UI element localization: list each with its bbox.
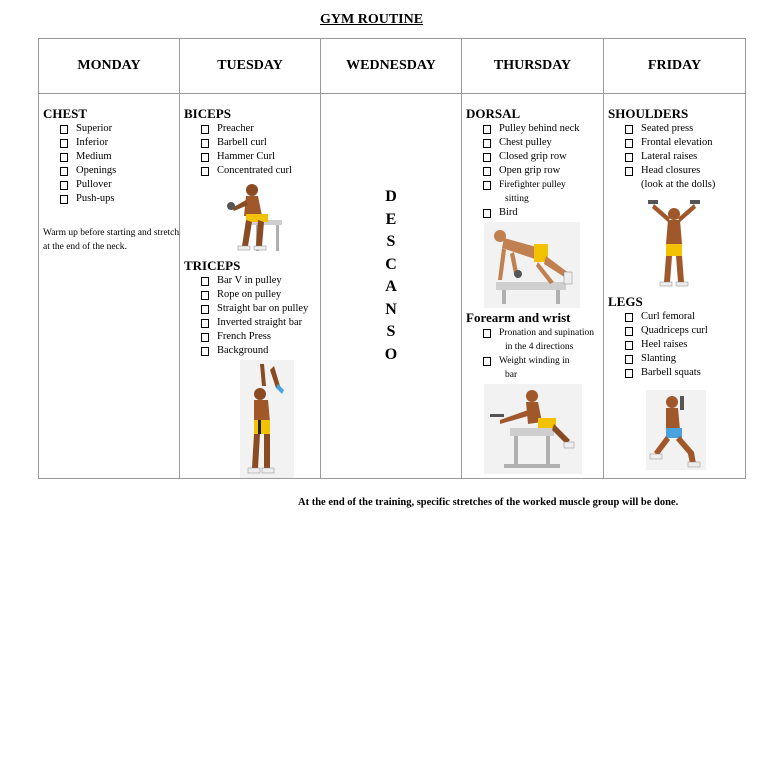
list-item: Superior	[60, 122, 179, 136]
checkbox-icon	[625, 167, 633, 176]
list-item: Head closures (look at the dolls)	[625, 164, 745, 192]
legs-list	[625, 310, 745, 380]
list-item: Openings	[60, 164, 179, 178]
list-item: Hammer Curl	[201, 150, 320, 164]
list-item: Quadriceps curl	[625, 324, 745, 338]
chest-list	[60, 122, 179, 206]
list-item: Seated press	[625, 122, 745, 136]
checkbox-icon	[60, 139, 68, 148]
checkbox-icon	[625, 341, 633, 350]
checkbox-icon	[625, 369, 633, 378]
list-item: Weight winding in bar	[483, 354, 603, 382]
list-item: Open grip row	[483, 164, 603, 178]
list-item: Barbell curl	[201, 136, 320, 150]
checkbox-icon	[483, 209, 491, 218]
list-item: Pulley behind neck	[483, 122, 603, 136]
checkbox-icon	[483, 153, 491, 162]
forearm-heading: Forearm and wrist	[466, 310, 571, 325]
checkbox-icon	[483, 181, 491, 190]
list-item: Pullover	[60, 178, 179, 192]
checkbox-icon	[60, 195, 68, 204]
list-item: Barbell squats	[625, 366, 745, 380]
checkbox-icon	[60, 153, 68, 162]
shoulder-press-figure-icon	[644, 194, 704, 290]
checkbox-icon	[201, 291, 209, 300]
checkbox-icon	[483, 167, 491, 176]
list-item: Curl femoral	[625, 310, 745, 324]
checkbox-icon	[201, 125, 209, 134]
page-title: GYM ROUTINE	[320, 12, 424, 27]
shoulders-heading: SHOULDERS	[608, 106, 689, 121]
list-item: Pronation and supination in the 4 directions	[483, 326, 603, 354]
list-item: Preacher	[201, 122, 320, 136]
footer-note: At the end of the training, specific stretches of the worked muscle group will be done.	[298, 497, 679, 508]
warmup-note: Warm up before starting and stretch at the end of the neck.	[43, 228, 180, 252]
list-item: Bird	[483, 206, 603, 220]
overhead-extension-figure-icon	[240, 360, 294, 478]
list-item: French Press	[201, 330, 320, 344]
checkbox-icon	[201, 167, 209, 176]
list-item: Background	[201, 344, 320, 358]
monday-cell	[39, 94, 180, 479]
days-content-row	[39, 94, 746, 479]
checkbox-icon	[625, 125, 633, 134]
biceps-heading: BICEPS	[184, 106, 231, 121]
thursday-cell	[462, 94, 604, 479]
day-header-thursday: THURSDAY	[462, 39, 604, 94]
checkbox-icon	[483, 125, 491, 134]
shoulders-list	[625, 122, 745, 192]
biceps-list	[201, 122, 320, 178]
wrist-curl-figure-icon	[484, 384, 582, 474]
list-item: Bar V in pulley	[201, 274, 320, 288]
list-item: Inferior	[60, 136, 179, 150]
triceps-list	[201, 274, 320, 358]
dumbbell-row-figure-icon	[484, 222, 580, 308]
list-item: Push-ups	[60, 192, 179, 206]
checkbox-icon	[201, 153, 209, 162]
day-header-friday: FRIDAY	[604, 39, 746, 94]
list-item: Heel raises	[625, 338, 745, 352]
list-item: Lateral raises	[625, 150, 745, 164]
checkbox-icon	[483, 329, 491, 338]
list-item: Firefighter pulley sitting	[483, 178, 603, 206]
checkbox-icon	[201, 347, 209, 356]
checkbox-icon	[201, 139, 209, 148]
list-item: Straight bar on pulley	[201, 302, 320, 316]
triceps-heading: TRICEPS	[184, 258, 241, 273]
checkbox-icon	[201, 277, 209, 286]
tuesday-cell	[180, 94, 321, 479]
checkbox-icon	[201, 333, 209, 342]
checkbox-icon	[201, 305, 209, 314]
checkbox-icon	[201, 319, 209, 328]
checkbox-icon	[625, 327, 633, 336]
checkbox-icon	[625, 139, 633, 148]
seated-curl-figure-icon	[222, 180, 286, 254]
list-item: Closed grip row	[483, 150, 603, 164]
days-header-row	[39, 39, 746, 94]
squat-figure-icon	[646, 390, 706, 470]
checkbox-icon	[625, 153, 633, 162]
chest-heading: CHEST	[43, 106, 88, 121]
list-item: Medium	[60, 150, 179, 164]
list-item: Inverted straight bar	[201, 316, 320, 330]
checkbox-icon	[625, 355, 633, 364]
day-header-tuesday: TUESDAY	[180, 39, 321, 94]
dorsal-list	[483, 122, 603, 220]
list-item: Slanting	[625, 352, 745, 366]
friday-cell	[604, 94, 746, 479]
routine-table	[38, 38, 746, 479]
checkbox-icon	[60, 125, 68, 134]
list-item: Concentrated curl	[201, 164, 320, 178]
list-item: Frontal elevation	[625, 136, 745, 150]
legs-heading: LEGS	[608, 294, 643, 309]
day-header-monday: MONDAY	[39, 39, 180, 94]
checkbox-icon	[60, 167, 68, 176]
rest-day-label: D E S C A N S O	[384, 188, 398, 363]
checkbox-icon	[60, 181, 68, 190]
wednesday-cell	[321, 94, 462, 479]
checkbox-icon	[483, 357, 491, 366]
checkbox-icon	[625, 313, 633, 322]
checkbox-icon	[483, 139, 491, 148]
day-header-wednesday: WEDNESDAY	[321, 39, 462, 94]
forearm-list	[483, 326, 603, 382]
list-item: Chest pulley	[483, 136, 603, 150]
dorsal-heading: DORSAL	[466, 106, 521, 121]
list-item: Rope on pulley	[201, 288, 320, 302]
